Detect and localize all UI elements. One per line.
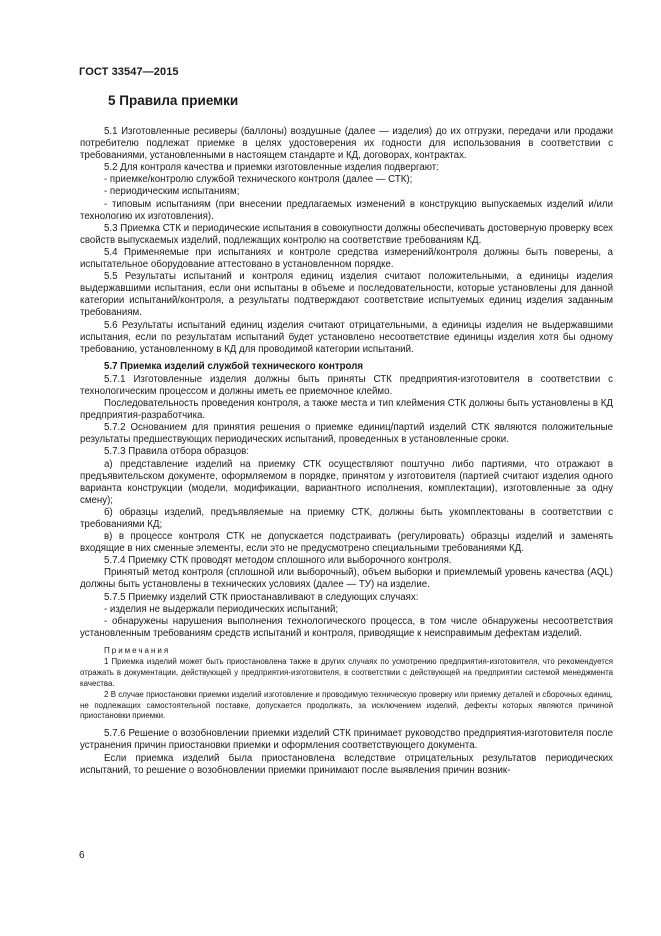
paragraph: 5.7.5 Приемку изделий СТК приостанавливают в следующих случаях: — [104, 591, 419, 603]
paragraph: 5.5 Результаты испытаний и контроля единиц изделия считают положительными, а единицы изделия выдержавшими испытания, если они испытаны в объеме и последовательности, которые установлены для данной категории испытаний/контроля, а результаты подтверждают соответствие испытуемых единиц изделия заданным требованиям. — [80, 271, 613, 319]
paragraph: Последовательность проведения контроля, а также места и тип клеймения СТК должны быть установлены в КД предприятия-разработчика. — [80, 398, 613, 422]
note-item: 1 Приемка изделий может быть приостановлена также в других случаях по усмотрению предприятия-изготовителя, что рекомендуется отражать в документации, действующей у предприятия-изготовителя, в соответствии с действующей на предприятии системой менеджмента качества. — [80, 656, 613, 688]
subsection-title: 5.7 Приемка изделий службой технического контроля — [104, 360, 364, 372]
paragraph: 5.7.4 Приемку СТК проводят методом сплошного или выборочного контроля. — [104, 555, 452, 567]
paragraph: 5.6 Результаты испытаний единиц изделия считают отрицательными, а единицы изделия не выдержавшими испытания, если по результатам испытаний будет установлено несоответствие единицы изделия хотя бы одному требованию, установленному в КД для проводимой категории испытаний. — [80, 319, 613, 355]
paragraph: 5.3 Приемка СТК и периодические испытания в совокупности должны обеспечивать достоверную проверку всех свойств выпускаемых изделий, подлежащих контролю на соответствие требованиям КД. — [80, 222, 613, 246]
paragraph: Принятый метод контроля (сплошной или выборочный), объем выборки и приемлемый уровень качества (AQL) должны быть установлены в технических условиях (далее — ТУ) на изделие. — [80, 567, 613, 591]
list-item: в) в процессе контроля СТК не допускается подстраивать (регулировать) образцы изделий и заменять входящие в них сменные элементы, если это не предусмотрено специальными требованиями КД. — [80, 531, 613, 555]
list-item: - типовым испытаниям (при внесении предлагаемых изменений в конструкцию выпускаемых изделий и/или технологию их изготовления). — [80, 198, 613, 222]
list-item: - периодическим испытаниям; — [104, 186, 240, 198]
paragraph: 5.7.2 Основанием для принятия решения о приемке единиц/партий изделий СТК являются положительные результаты предшествующих периодических испытаний, проведенных в установленные сроки. — [80, 422, 613, 446]
paragraph: 5.4 Применяемые при испытаниях и контроле средства измерений/контроля должны быть поверены, а испытательное оборудование аттестовано в установленном порядке. — [80, 246, 613, 271]
document-code: ГОСТ 33547—2015 — [79, 66, 179, 78]
paragraph: 5.7.3 Правила отбора образцов: — [104, 446, 249, 458]
paragraph: 5.2 Для контроля качества и приемки изготовленные изделия подвергают: — [104, 162, 439, 174]
paragraph: 5.1 Изготовленные ресиверы (баллоны) воздушные (далее — изделия) до их отгрузки, передачи или продажи потребителю подлежат приемке в целях удостоверения их годности для использования в соответствии с требованиями, установленными в настоящем стандарте и КД, договорах, контрактах. — [80, 126, 613, 162]
list-item: - изделия не выдержали периодических испытаний; — [104, 603, 339, 615]
section-title: 5 Правила приемки — [108, 93, 239, 108]
paragraph: Если приемка изделий была приостановлена вследствие отрицательных результатов периодических испытаний, то решение о возобновлении приемки принимают после выявления причин возник- — [80, 752, 613, 776]
list-item: а) представление изделий на приемку СТК осуществляют поштучно либо партиями, что отражают в предъявительском документе, оформляемом в порядке, принятом у изготовителя (партией считают изделия одного варианта конструкции (модели, модификации, вариантного исполнения, комплектации), изготовленные за одну смену); — [80, 458, 613, 506]
list-item: - обнаружены нарушения выполнения технологического процесса, в том числе обнаружены несоответствия установленным требованиям средств испытаний и контроля, приводящие к неисправимым дефектам изделий. — [80, 615, 613, 639]
note-item: 2 В случае приостановки приемки изделий изготовление и проводимую техническую проверку или приемку деталей и сборочных единиц, не подлежащих самостоятельной поставке, допускается продолжать, за исключением изделий, дефекты которых являются причиной приостановки приемки. — [80, 689, 613, 721]
page-number: 6 — [79, 850, 85, 861]
list-item: - приемке/контролю службой технического контроля (далее — СТК); — [104, 174, 413, 186]
paragraph: 5.7.1 Изготовленные изделия должны быть приняты СТК предприятия-изготовителя в соответствии с технологическим процессом и должны иметь ее приемочное клеймо. — [80, 373, 613, 397]
document-body — [80, 92, 613, 777]
paragraph: 5.7.6 Решение о возобновлении приемки изделий СТК принимает руководство предприятия-изготовителя после устранения причин приостановки приемки и оформления соответствующего документа. — [80, 728, 613, 752]
list-item: б) образцы изделий, предъявляемые на приемку СТК, должны быть укомплектованы в соответствии с требованиями КД; — [80, 506, 613, 530]
notes-heading: Примечания — [104, 645, 171, 655]
